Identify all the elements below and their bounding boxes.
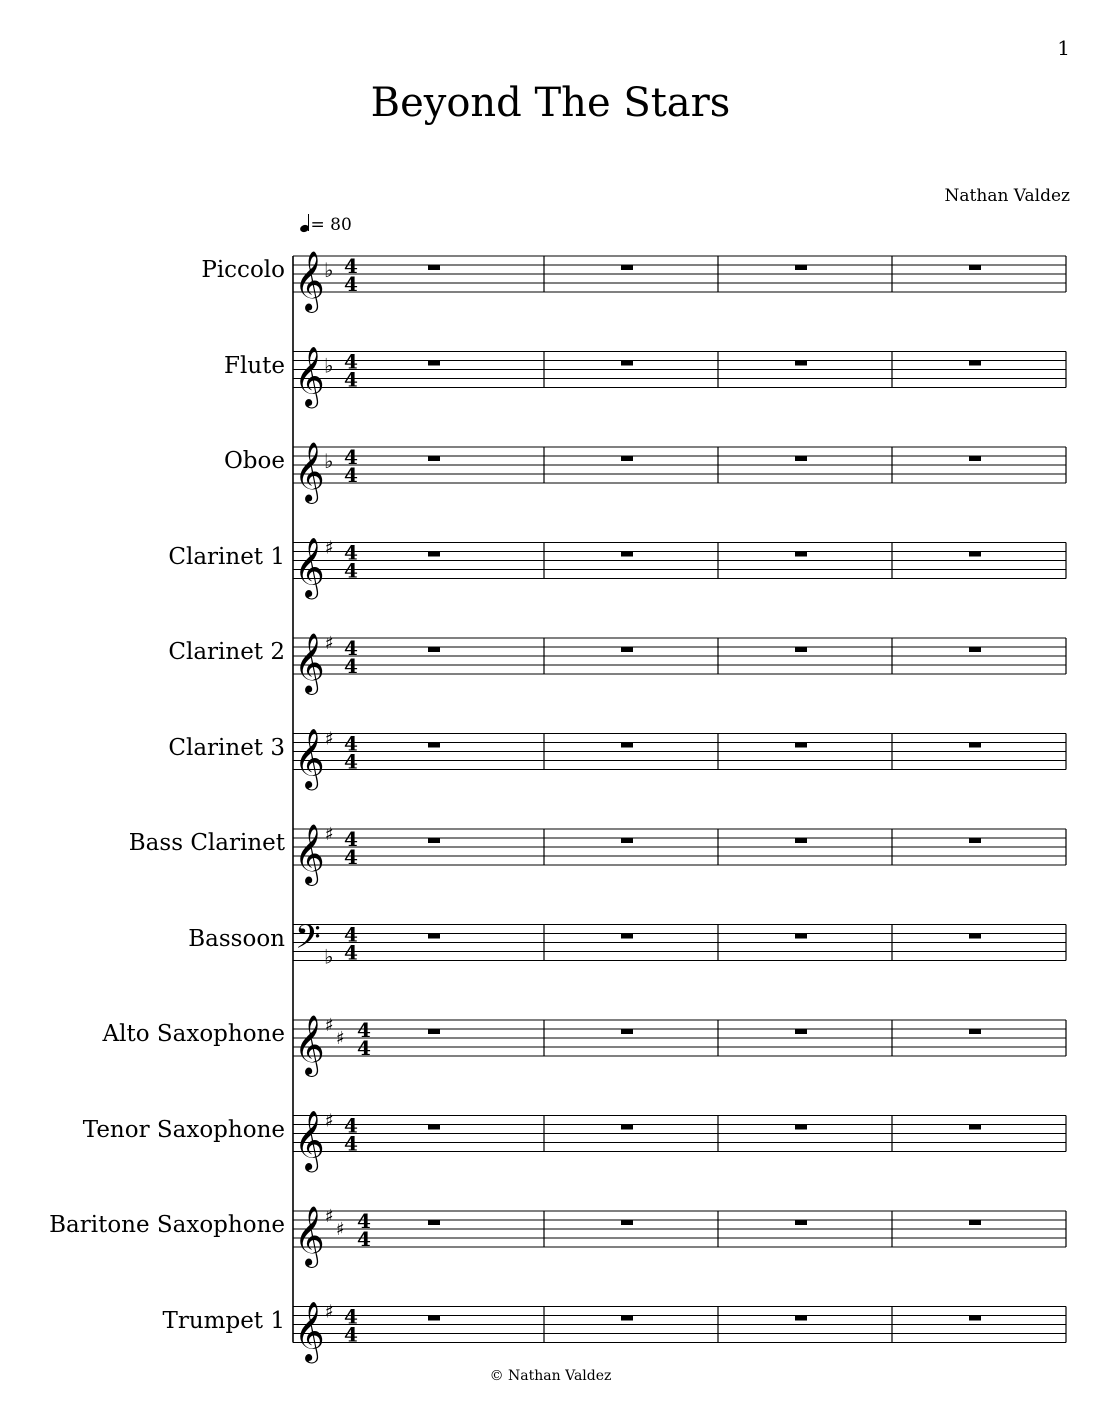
- whole-rest-icon: [795, 1125, 807, 1130]
- instrument-name: Clarinet 1: [168, 543, 285, 570]
- time-signature-top: 4: [344, 922, 358, 947]
- whole-rest-icon: [969, 1125, 981, 1130]
- whole-rest-icon: [795, 1029, 807, 1034]
- whole-rest-icon: [621, 1125, 633, 1130]
- time-signature-top: 4: [344, 540, 358, 565]
- time-signature-bottom: 4: [344, 272, 358, 296]
- instrument-name: Flute: [224, 352, 285, 379]
- whole-rest-icon: [795, 743, 807, 748]
- whole-rest-icon: [428, 552, 440, 557]
- time-signature-bottom: 4: [344, 1322, 358, 1347]
- time-signature-top: 4: [344, 1113, 358, 1138]
- staff: [293, 824, 1066, 886]
- staff: [293, 1015, 1066, 1077]
- whole-rest-icon: [621, 1220, 633, 1225]
- whole-rest-icon: [969, 361, 981, 366]
- whole-rest-icon: [969, 743, 981, 748]
- time-signature-bottom: 4: [344, 367, 358, 392]
- treble-clef-icon: 𝄞: [294, 728, 325, 789]
- treble-clef-icon: 𝄞: [294, 1206, 325, 1266]
- staff: [293, 633, 1066, 695]
- whole-rest-icon: [969, 934, 981, 939]
- sharp-accidental-icon: ♯: [325, 1206, 334, 1227]
- flat-accidental-icon: ♭: [324, 258, 334, 282]
- instrument-name: Oboe: [223, 448, 285, 474]
- score-title: Beyond The Stars: [370, 80, 731, 126]
- instrument-name: Alto Saxophone: [102, 1021, 285, 1047]
- whole-rest-icon: [969, 265, 981, 270]
- staff: [293, 1302, 1066, 1364]
- whole-rest-icon: [621, 934, 633, 939]
- treble-clef-icon: 𝄞: [294, 1301, 325, 1362]
- time-signature-bottom: 4: [344, 463, 358, 487]
- time-signature-top: 4: [344, 827, 358, 851]
- sharp-accidental-icon: ♯: [325, 1110, 334, 1132]
- treble-clef-icon: 𝄞: [294, 633, 325, 693]
- whole-rest-icon: [428, 838, 440, 843]
- treble-clef-icon: 𝄞: [294, 1015, 325, 1075]
- flat-accidental-icon: ♭: [324, 449, 334, 473]
- instrument-name: Baritone Saxophone: [49, 1212, 285, 1238]
- whole-rest-icon: [621, 552, 633, 557]
- sharp-accidental-icon: ♯: [325, 633, 334, 654]
- whole-rest-icon: [969, 552, 981, 557]
- composer-credit: Nathan Valdez: [944, 186, 1070, 206]
- whole-rest-icon: [621, 265, 633, 270]
- staff: [293, 347, 1066, 409]
- instrument-name: Tenor Saxophone: [82, 1116, 285, 1143]
- instrument-name: Bassoon: [188, 925, 285, 952]
- time-signature-top: 4: [344, 731, 358, 756]
- staff: [293, 1111, 1066, 1173]
- sharp-accidental-icon: ♯: [336, 1028, 345, 1049]
- whole-rest-icon: [795, 552, 807, 557]
- time-signature-bottom: 4: [344, 654, 358, 678]
- staff: [293, 729, 1066, 791]
- whole-rest-icon: [428, 934, 440, 939]
- time-signature-bottom: 4: [357, 1036, 371, 1060]
- time-signature-bottom: 4: [344, 845, 358, 869]
- whole-rest-icon: [428, 1029, 440, 1034]
- whole-rest-icon: [969, 456, 981, 461]
- time-signature-top: 4: [357, 1209, 371, 1233]
- treble-clef-icon: 𝄞: [294, 346, 325, 407]
- time-signature-top: 4: [344, 636, 358, 660]
- whole-rest-icon: [795, 838, 807, 843]
- time-signature-top: 4: [344, 349, 358, 374]
- whole-rest-icon: [428, 456, 440, 461]
- sharp-accidental-icon: ♯: [325, 728, 334, 750]
- whole-rest-icon: [795, 1220, 807, 1225]
- whole-rest-icon: [795, 456, 807, 461]
- treble-clef-icon: 𝄞: [294, 251, 325, 311]
- whole-rest-icon: [428, 265, 440, 270]
- staff: [293, 538, 1066, 600]
- instrument-name: Clarinet 3: [168, 734, 285, 761]
- sharp-accidental-icon: ♯: [325, 537, 334, 559]
- whole-rest-icon: [795, 265, 807, 270]
- whole-rest-icon: [621, 361, 633, 366]
- whole-rest-icon: [969, 1316, 981, 1321]
- whole-rest-icon: [428, 1316, 440, 1321]
- time-signature-bottom: 4: [344, 1131, 358, 1156]
- whole-rest-icon: [795, 1316, 807, 1321]
- whole-rest-icon: [428, 361, 440, 366]
- staff: [293, 1206, 1066, 1268]
- whole-rest-icon: [795, 361, 807, 366]
- sharp-accidental-icon: ♯: [325, 1015, 334, 1036]
- whole-rest-icon: [969, 1029, 981, 1034]
- sharp-accidental-icon: ♯: [336, 1219, 345, 1240]
- treble-clef-icon: 𝄞: [294, 537, 325, 598]
- time-signature-bottom: 4: [357, 1227, 371, 1251]
- whole-rest-icon: [621, 456, 633, 461]
- whole-rest-icon: [969, 1220, 981, 1225]
- time-signature-top: 4: [344, 1304, 358, 1329]
- time-signature-top: 4: [357, 1018, 371, 1042]
- staff: [293, 442, 1066, 504]
- treble-clef-icon: 𝄞: [294, 1110, 325, 1171]
- treble-clef-icon: 𝄞: [294, 442, 325, 502]
- whole-rest-icon: [621, 743, 633, 748]
- whole-rest-icon: [621, 1029, 633, 1034]
- whole-rest-icon: [621, 1316, 633, 1321]
- time-signature-bottom: 4: [344, 940, 358, 965]
- sharp-accidental-icon: ♯: [325, 1301, 334, 1323]
- flat-accidental-icon: ♭: [324, 944, 334, 969]
- whole-rest-icon: [795, 647, 807, 652]
- instrument-name: Trumpet 1: [162, 1307, 285, 1334]
- instrument-name: Piccolo: [201, 257, 285, 283]
- time-signature-bottom: 4: [344, 558, 358, 583]
- staff: [293, 919, 1066, 969]
- whole-rest-icon: [428, 1125, 440, 1130]
- time-signature-bottom: 4: [344, 749, 358, 774]
- whole-rest-icon: [428, 743, 440, 748]
- time-signature-top: 4: [344, 254, 358, 278]
- whole-rest-icon: [428, 647, 440, 652]
- flat-accidental-icon: ♭: [324, 353, 334, 378]
- staff: [293, 251, 1066, 313]
- whole-rest-icon: [621, 838, 633, 843]
- instrument-name: Clarinet 2: [168, 639, 285, 665]
- whole-rest-icon: [621, 647, 633, 652]
- page-number: 1: [1057, 36, 1070, 60]
- whole-rest-icon: [428, 1220, 440, 1225]
- whole-rest-icon: [969, 838, 981, 843]
- treble-clef-icon: 𝄞: [294, 824, 325, 884]
- instrument-name: Bass Clarinet: [128, 830, 285, 856]
- sharp-accidental-icon: ♯: [325, 824, 334, 845]
- time-signature-top: 4: [344, 445, 358, 469]
- copyright-footer: © Nathan Valdez: [489, 1368, 612, 1384]
- whole-rest-icon: [795, 934, 807, 939]
- bass-clef-icon: 𝄢: [295, 918, 321, 965]
- tempo-value: = 80: [310, 215, 352, 235]
- whole-rest-icon: [969, 647, 981, 652]
